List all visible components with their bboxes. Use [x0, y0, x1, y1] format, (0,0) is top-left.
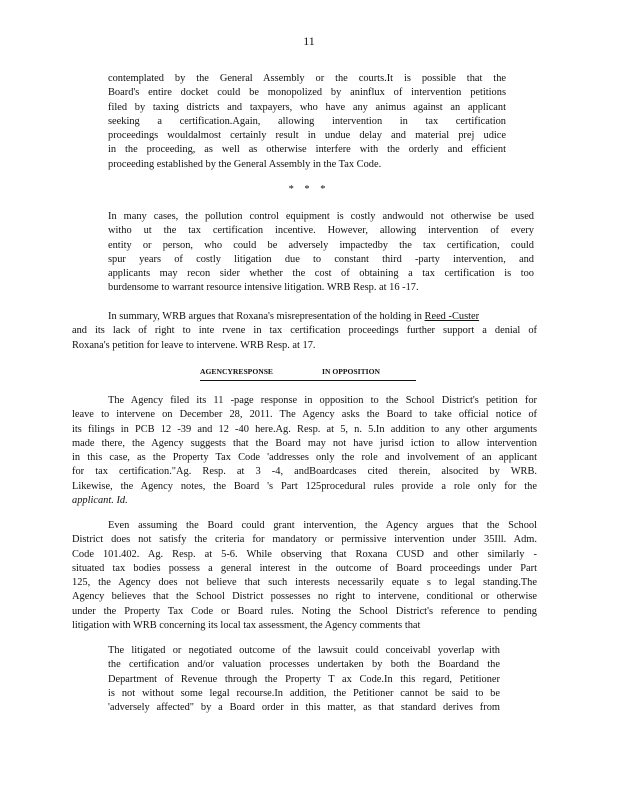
- section-heading-agency-response: [200, 367, 416, 381]
- para4-line: situated tax bodies possess a general interest in the outcome of Board proceedings under Part: [72, 562, 537, 574]
- para3-line-first: The Agency filed its 11 -page response in opposition to the School District's petition for: [108, 395, 537, 406]
- summary-line-1-text: In summary, WRB argues that Roxana's misrepresentation of the holding in: [108, 311, 422, 322]
- para4-line-last: litigation with WRB concerning its local tax assessment, the Agency comments that: [72, 620, 421, 632]
- summary-line-3: Roxana's petition for leave to intervene. WRB Resp. at 17.: [72, 339, 316, 351]
- summary-line-1: [72, 310, 537, 324]
- para1-line: spur years of costly litigation due to constant third -party intervention, and: [108, 253, 534, 265]
- quote1-line: filed by taxing districts and taxpayers, who have any animus against an applicant: [108, 101, 506, 113]
- block-quote-litigation-outcome: [108, 644, 500, 715]
- para3-line: leave to intervene on December 28, 2011. The Agency asks the Board to take official notice of: [72, 409, 537, 421]
- summary-line-2: and its lack of right to inte rvene in tax certification proceedings further support a denial of: [72, 325, 537, 337]
- para3-line: its filings in PCB 12 -39 and 12 -40 here.Ag. Resp. at 5, n. 5.In addition to any other arguments: [72, 423, 537, 435]
- quote2-line: The litigated or negotiated outcome of the lawsuit could conceivabl yoverlap with: [108, 645, 500, 656]
- page-number: 11: [303, 34, 315, 48]
- heading-part-in-opposition: IN OPPOSITION: [322, 367, 381, 376]
- para3-line: in this case, as the Property Tax Code 'addresses only the role and involvement of an applicant: [72, 452, 537, 464]
- para4-line: 125, the Agency does not believe that such interests necessarily equate s to legal standing.The: [72, 577, 537, 589]
- para4-line: under the Property Tax Code or Board rules. Noting the School District's reference to pending: [72, 605, 537, 617]
- quote2-line: 'adversely affected" by a Board order in this matter, as that standard derives from: [108, 702, 500, 714]
- quote1-line: Board's entire docket could be monopolized by aninflux of intervention petitions: [108, 87, 506, 99]
- para1-line: applicants may recon sider whether the cost of obtaining a tax certification is too: [108, 268, 534, 280]
- para3-line: made there, the Agency suggests that the Board may not have jurisd iction to allow intervention: [72, 437, 537, 449]
- case-name-reed-custer: Reed -Custer: [424, 311, 480, 322]
- para1-line-last: burdensome to warrant resource intensive litigation. WRB Resp. at 16 -17.: [108, 282, 419, 294]
- para4-line: District does not satisfy the criteria for mandatory or permissive intervention under 35Ill. Adm.: [72, 534, 537, 546]
- quote1-line: in the proceeding, as well as otherwise interfere with the orderly and efficient: [108, 144, 506, 156]
- para1-line: In many cases, the pollution control equipment is costly andwould not otherwise be used: [108, 211, 534, 222]
- quote1-line: proceedings wouldalmost certainly result in undue delay and material prej udice: [108, 130, 506, 142]
- quoted-paragraph-pollution-control: [108, 210, 534, 296]
- para1-line: witho ut the tax certification incentive. However, allowing intervention of every: [108, 225, 534, 237]
- quote1-line: contemplated by the General Assembly or the courts.It is possible that the: [108, 73, 506, 84]
- para1-line: entity or person, who could be adversely impactedby the tax certification, could: [108, 239, 534, 251]
- para4-line: Agency believes that the School District possesses no right to intervene, conditional or otherwise: [72, 591, 537, 603]
- para3-line-last: applicant. Id.: [72, 495, 128, 507]
- agency-argument-paragraph: [72, 519, 537, 633]
- quote1-line-last: proceeding established by the General Assembly in the Tax Code.: [108, 158, 382, 170]
- para3-line: Likewise, the Agency notes, the Board 's Part 125procedural rules provide a role only for the: [72, 480, 537, 492]
- section-separator: * * *: [288, 184, 330, 195]
- quote1-line: seeking a certification.Again, allowing intervention in tax certification: [108, 115, 506, 127]
- para3-line: for tax certification."Ag. Resp. at 3 -4, andBoardcases cited therein, alsocited by WRB.: [72, 466, 537, 478]
- block-quote-intervention-concerns: [108, 72, 506, 172]
- quote2-line: is not without some legal recourse.In addition, the Petitioner cannot be said to be: [108, 687, 500, 699]
- summary-paragraph: [72, 310, 537, 353]
- para4-line-first: Even assuming the Board could grant intervention, the Agency argues that the School: [108, 520, 537, 531]
- agency-response-paragraph: [72, 394, 537, 508]
- quote2-line: Department of Revenue through the Property T ax Code.In this regard, Petitioner: [108, 673, 500, 685]
- para4-line: Code 101.402. Ag. Resp. at 5-6. While observing that Roxana CUSD and other similarly -: [72, 548, 537, 560]
- quote2-line: the certification and/or valuation processes undertaken by both the Boardand the: [108, 659, 500, 671]
- heading-part-agency-response: AGENCYRESPONSE: [200, 367, 273, 376]
